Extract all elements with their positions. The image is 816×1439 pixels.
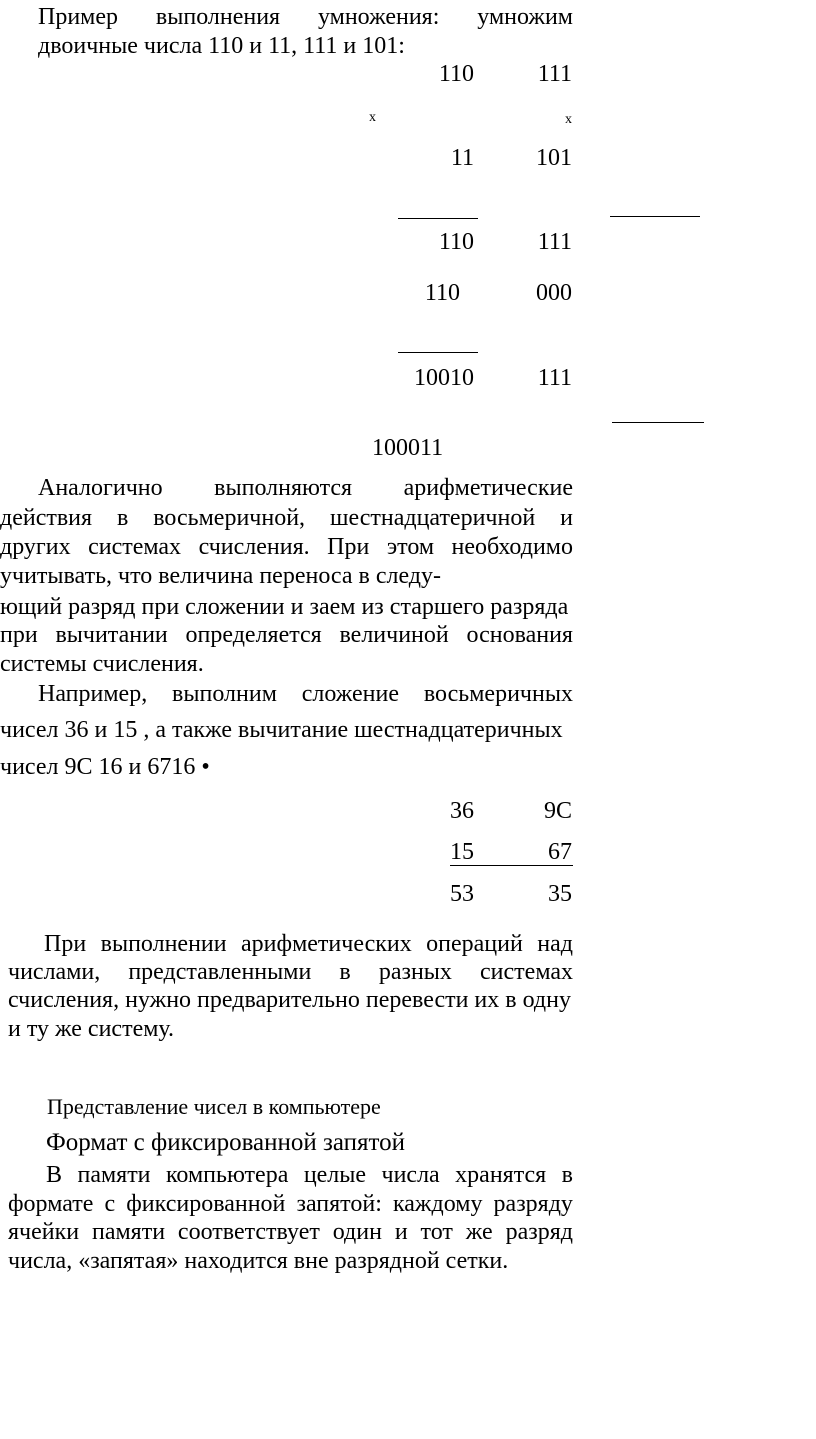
analog-line-2: [0, 504, 573, 532]
word: Пример: [38, 4, 119, 30]
analog-line-4: учитывать, что величина переноса в следу-: [0, 563, 442, 589]
analog-line-5: ющий разряд при сложении и заем из старшего разряда: [0, 594, 569, 620]
word: При: [327, 534, 370, 560]
mult-left-rule-2: [398, 352, 478, 353]
subsection-title: Формат с фиксированной запятой: [46, 1129, 406, 1156]
mult-right-multiplier: 101: [536, 145, 572, 171]
mult-left-rule-1: [398, 218, 478, 219]
word: арифметических: [241, 931, 412, 957]
word: разных: [378, 959, 452, 985]
word: При: [44, 931, 87, 957]
word: необходимо: [451, 534, 573, 560]
mult-left-product: 10010: [414, 365, 474, 391]
hex-difference: 35: [548, 881, 572, 907]
mult-right-partial-2: 000: [536, 280, 572, 306]
word: величиной: [339, 622, 449, 648]
octal-addend-2: 15: [450, 839, 474, 865]
mult-right-multiplicand: 111: [537, 61, 572, 87]
word: формате: [8, 1191, 94, 1217]
word: шестнадцатеричной: [329, 505, 536, 531]
fixed-line-4: числа, «запятая» находится вне разрядной сетки.: [8, 1248, 509, 1274]
word: действия: [0, 505, 93, 531]
word: восьмеричной,: [153, 505, 306, 531]
word: выполняются: [214, 475, 353, 501]
fixed-line-3: [8, 1218, 573, 1246]
analog-line-3: [0, 533, 573, 561]
word: компьютера: [165, 1162, 289, 1188]
mult-left-partial-1: 110: [438, 229, 474, 255]
word: Например,: [38, 681, 148, 707]
word: определяется: [185, 622, 322, 648]
word: сложение: [301, 681, 400, 707]
word: хранятся: [455, 1162, 547, 1188]
mult-right-product: 100011: [372, 435, 444, 461]
word: выполнения: [155, 4, 281, 30]
word: с: [104, 1191, 116, 1217]
word: представленными: [128, 959, 312, 985]
word: в: [116, 505, 129, 531]
mult-right-rule-2: [612, 422, 704, 423]
word: соответствует: [177, 1219, 320, 1245]
word: числами,: [8, 959, 101, 985]
word: операций: [426, 931, 523, 957]
word: целые: [303, 1162, 367, 1188]
analog-line-7: системы счисления.: [0, 651, 204, 677]
hex-minuend: 9С: [543, 798, 572, 824]
fixed-line-2: [8, 1190, 573, 1218]
word: В: [46, 1162, 63, 1188]
mult-right-times-sign: x: [565, 112, 572, 127]
word: над: [537, 931, 573, 957]
word: вычитании: [55, 622, 168, 648]
add-sub-rule: [450, 865, 573, 866]
analog-line-1: [38, 474, 573, 502]
mult-left-times-sign: x: [369, 110, 376, 125]
word: фиксированной: [126, 1191, 286, 1217]
note-line-2: [8, 958, 573, 986]
note-line-4: и ту же систему.: [8, 1016, 175, 1042]
word: в: [561, 1162, 573, 1188]
mult-left-multiplicand: 110: [438, 61, 474, 87]
word: памяти: [91, 1219, 166, 1245]
example-line-3: чисел 9С 16 и 6716 •: [0, 754, 210, 780]
word: арифметические: [403, 475, 573, 501]
word: выполнении: [100, 931, 227, 957]
word: восьмеричных: [423, 681, 573, 707]
intro-line-1: [38, 3, 573, 31]
word: умножения:: [317, 4, 440, 30]
word: в: [339, 959, 351, 985]
mult-right-rule-1: [610, 216, 700, 217]
mult-left-multiplier: 11: [450, 145, 474, 171]
mult-right-partial-1: 111: [537, 229, 572, 255]
mult-left-partial-2: 110: [424, 280, 460, 306]
hex-subtrahend: 67: [548, 839, 572, 865]
word: основания: [466, 622, 573, 648]
word: при: [0, 622, 38, 648]
octal-addend-1: 36: [450, 798, 474, 824]
example-line-1: [38, 680, 573, 708]
mult-right-partial-3: 111: [537, 365, 572, 391]
word: ячейки: [8, 1219, 80, 1245]
word: счисления.: [198, 534, 310, 560]
analog-line-6: [0, 621, 573, 649]
word: Аналогично: [38, 475, 163, 501]
word: каждому: [392, 1191, 483, 1217]
word: других: [0, 534, 71, 560]
word: запятой:: [296, 1191, 382, 1217]
word: тот: [420, 1219, 453, 1245]
octal-sum: 53: [450, 881, 474, 907]
word: выполним: [172, 681, 277, 707]
word: разряду: [493, 1191, 573, 1217]
word: числа: [381, 1162, 440, 1188]
word: системах: [480, 959, 573, 985]
word: умножим: [477, 4, 573, 30]
word: же: [465, 1219, 493, 1245]
word: и: [560, 505, 573, 531]
word: этом: [386, 534, 435, 560]
example-line-2: чисел 36 и 15 , а также вычитание шестнадцатеричных: [0, 717, 563, 743]
word: разряд: [505, 1219, 573, 1245]
section-title: Представление чисел в компьютере: [47, 1094, 381, 1119]
word: памяти: [77, 1162, 151, 1188]
word: один: [332, 1219, 382, 1245]
note-line-1: [44, 930, 573, 958]
word: системах: [88, 534, 182, 560]
note-line-3: счисления, нужно предварительно перевести их в одну: [8, 987, 571, 1013]
word: и: [394, 1219, 408, 1245]
fixed-line-1: [46, 1161, 573, 1189]
intro-line-2: двоичные числа 110 и 11, 111 и 101:: [38, 33, 405, 59]
